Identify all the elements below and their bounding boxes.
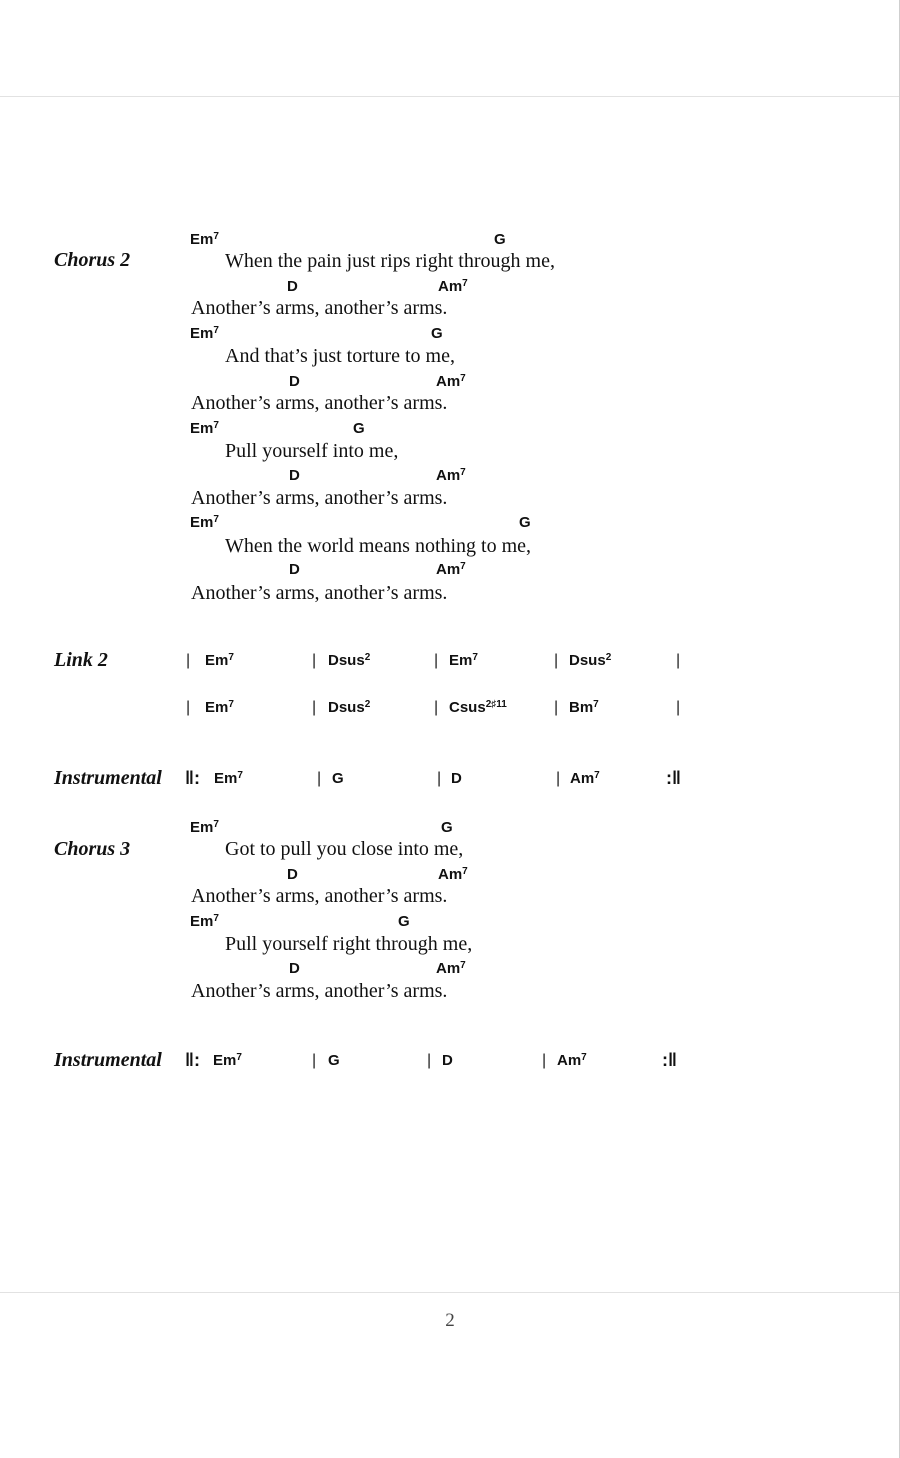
- lyric-line: Another’s arms, another’s arms.: [191, 980, 448, 1002]
- chord-am7: Am$^7$: [436, 960, 466, 977]
- chord-am7: Am$^7$: [557, 1052, 587, 1069]
- chord-em7: Em$^7$: [205, 699, 234, 716]
- chord-am7: Am$^7$: [438, 278, 468, 295]
- chord-d: D: [287, 866, 298, 883]
- chord-am7: Am$^7$: [570, 770, 600, 787]
- lyric-line: Pull yourself right through me,: [225, 933, 473, 955]
- chord-g: G: [328, 1052, 340, 1069]
- chord-g: G: [494, 231, 506, 248]
- lyric-line: When the world means nothing to me,: [225, 535, 532, 557]
- section-label-chorus-2: Chorus 2: [54, 249, 131, 271]
- bar-line: |: [186, 652, 191, 669]
- chord-am7: Am$^7$: [436, 561, 466, 578]
- section-label-instrumental: Instrumental: [54, 1049, 162, 1071]
- chord-g: G: [441, 819, 453, 836]
- bar-line: |: [542, 1052, 547, 1069]
- bar-line: |: [186, 699, 191, 716]
- bar-line: |: [437, 770, 442, 787]
- chord-g: G: [353, 420, 365, 437]
- chord-am7: Am$^7$: [438, 866, 468, 883]
- chord-d: D: [442, 1052, 453, 1069]
- bar-line: |: [434, 652, 439, 669]
- chord-g: G: [398, 913, 410, 930]
- lyric-line: Another’s arms, another’s arms.: [191, 297, 448, 319]
- chord-d: D: [289, 960, 300, 977]
- repeat-end-sign: :‖: [662, 1050, 677, 1070]
- chord-em7: Em$^7$: [190, 819, 219, 836]
- bar-line: |: [312, 1052, 317, 1069]
- chord-em7: Em$^7$: [214, 770, 243, 787]
- repeat-start-sign: ‖:: [185, 1050, 200, 1070]
- chord-em7: Em$^7$: [205, 652, 234, 669]
- section-label-instrumental: Instrumental: [54, 767, 162, 789]
- bar-line: |: [312, 652, 317, 669]
- chord-em7: Em$^7$: [190, 514, 219, 531]
- bar-line: |: [434, 699, 439, 716]
- chord-em7: Em$^7$: [190, 913, 219, 930]
- chord-am7: Am$^7$: [436, 373, 466, 390]
- footer-rule: [0, 1292, 899, 1293]
- lyric-line: Pull yourself into me,: [225, 440, 399, 462]
- chord-em7: Em$^7$: [190, 420, 219, 437]
- header-rule: [0, 96, 899, 97]
- chord-d: D: [287, 278, 298, 295]
- chord-bm7: Bm$^7$: [569, 699, 599, 716]
- page-number: 2: [445, 1310, 455, 1331]
- bar-line: |: [554, 699, 559, 716]
- lyric-line: Another’s arms, another’s arms.: [191, 487, 448, 509]
- repeat-start-sign: ‖:: [185, 768, 200, 788]
- chord-dsus2: Dsus$^2$: [328, 699, 371, 716]
- chord-d: D: [451, 770, 462, 787]
- bar-line: |: [312, 699, 317, 716]
- chord-g: G: [431, 325, 443, 342]
- chord-g: G: [332, 770, 344, 787]
- section-label-chorus-3: Chorus 3: [54, 838, 131, 860]
- section-label-link-2: Link 2: [54, 649, 108, 671]
- chord-csus2s11: Csus$^{2♯11}$: [449, 699, 507, 716]
- lyric-line: Got to pull you close into me,: [225, 838, 464, 860]
- bar-line: |: [317, 770, 322, 787]
- chord-dsus2: Dsus$^2$: [328, 652, 371, 669]
- chord-em7: Em$^7$: [213, 1052, 242, 1069]
- chord-d: D: [289, 467, 300, 484]
- chord-dsus2: Dsus$^2$: [569, 652, 612, 669]
- chord-em7: Em$^7$: [190, 231, 219, 248]
- bar-line: |: [554, 652, 559, 669]
- chord-d: D: [289, 373, 300, 390]
- chord-g: G: [519, 514, 531, 531]
- lyric-line: And that’s just torture to me,: [225, 345, 455, 367]
- lyric-line: Another’s arms, another’s arms.: [191, 392, 448, 414]
- bar-line: |: [556, 770, 561, 787]
- chord-em7: Em$^7$: [449, 652, 478, 669]
- lyric-line: When the pain just rips right through me,: [225, 250, 555, 272]
- chord-em7: Em$^7$: [190, 325, 219, 342]
- bar-line: |: [427, 1052, 432, 1069]
- bar-line: |: [676, 699, 681, 716]
- chord-am7: Am$^7$: [436, 467, 466, 484]
- chord-d: D: [289, 561, 300, 578]
- lyric-line: Another’s arms, another’s arms.: [191, 582, 448, 604]
- repeat-end-sign: :‖: [666, 768, 681, 788]
- lyric-line: Another’s arms, another’s arms.: [191, 885, 448, 907]
- bar-line: |: [676, 652, 681, 669]
